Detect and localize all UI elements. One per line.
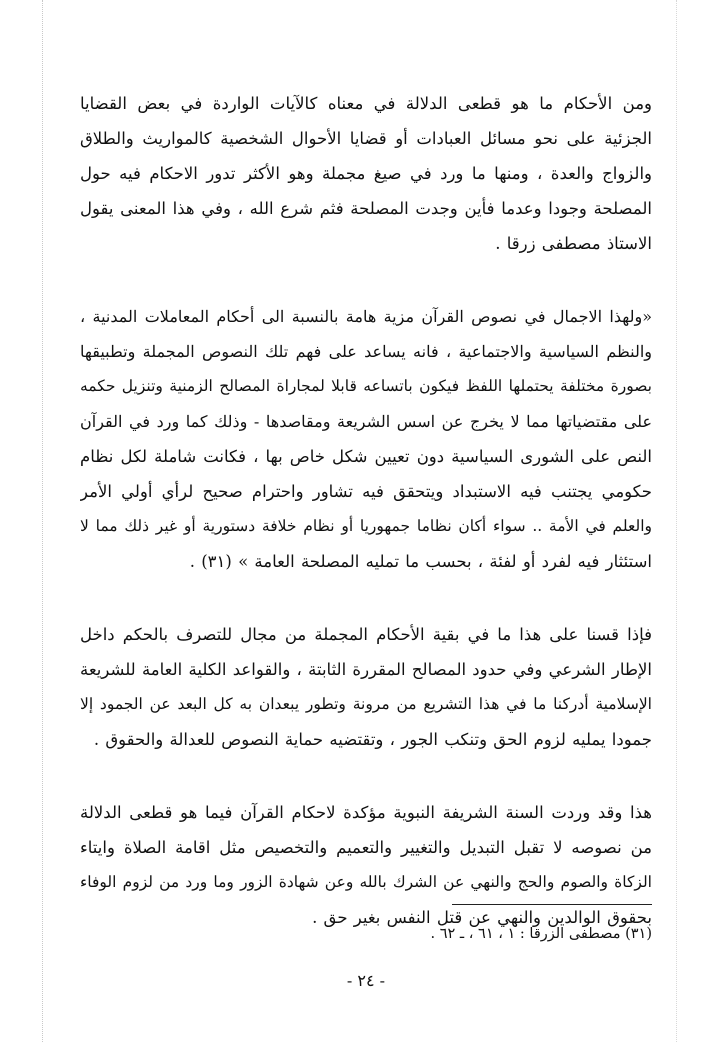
paragraph-line: الإطار الشرعي وفي حدود المصالح المقررة الثابتة ، والقواعد الكلية العامة للشريعة — [80, 660, 652, 679]
paragraph-line: الجزئية على نحو مسائل العبادات أو قضايا الأحوال الشخصية كالمواريث والطلاق — [80, 129, 652, 148]
paragraph-line: والزواج والعدة ، ومنها ما ورد في صيغ مجملة وهو الأكثر تدور الاحكام فيه حول — [80, 164, 652, 183]
scan-edge-line-right — [676, 0, 677, 1042]
paragraph-line: الإسلامية أدركنا ما في هذا التشريع من مرونة وتطور يبعدان به كل البعد عن الجمود إلا — [80, 695, 652, 713]
paragraph-line: جمودا يمليه لزوم الحق وتنكب الجور ، وتقتضيه حماية النصوص للعدالة والحقوق . — [93, 730, 652, 749]
footnote: (٣١) مصطفى الزرقا : ١ ، ٦١ ، ـ ٦٢ . — [430, 926, 652, 942]
paragraph-line: بحقوق الوالدين والنهي عن قتل النفس بغير حق . — [312, 908, 652, 927]
footnote-separator — [452, 904, 652, 905]
page-number: - ٢٤ - — [346, 971, 386, 990]
paragraph-line: والنظم السياسية والاجتماعية ، فانه يساعد على فهم تلك النصوص المجملة وتطبيقها — [80, 342, 652, 361]
paragraph-line: والعلم في الأمة .. سواء أكان نظاما جمهوريا أو نظام خلافة دستورية أو غير ذلك مما لا — [80, 517, 652, 535]
paragraph-line: ومن الأحكام ما هو قطعى الدلالة في معناه كالآيات الواردة في بعض القضايا — [80, 94, 652, 113]
paragraph-line: بصورة مختلفة يحتملها اللفظ فيكون باتساعه قابلا لمجاراة المصالح الزمنية وتنزيل حكمه — [80, 377, 652, 395]
paragraph-line: من نصوصه لا تقبل التبديل والتغيير والتعميم والتخصيص مثل اقامة الصلاة وايتاء — [80, 838, 652, 857]
paragraph-line: فإذا قسنا على هذا ما في بقية الأحكام المجملة من مجال للتصرف بالحكم داخل — [80, 625, 652, 644]
paragraph-3 — [80, 617, 652, 757]
paragraph-line: الزكاة والصوم والحج والنهي عن الشرك بالله وعن شهادة الزور وما ورد من لزوم الوفاء — [80, 873, 652, 891]
paragraph-line: على مقتضياتها مما لا يخرج عن اسس الشريعة ومقاصدها - وذلك كما ورد في القرآن — [80, 412, 652, 431]
paragraph-line: الاستاذ مصطفى زرقا . — [495, 234, 652, 253]
paragraph-line: المصلحة وجودا وعدما فأين وجدت المصلحة فثم شرع الله ، وفي هذا المعنى يقول — [80, 199, 652, 218]
paragraph-line: حكومي يجتنب فيه الاستبداد ويتحقق فيه تشاور واحترام صحيح لرأي أولي الأمر — [80, 482, 652, 501]
paragraph-line: «ولهذا الاجمال في نصوص القرآن مزية هامة بالنسبة الى أحكام المعاملات المدنية ، — [80, 307, 652, 326]
page-body — [80, 86, 652, 990]
paragraph-line: النص على الشورى السياسية دون تعيين شكل خاص بها ، فكانت شاملة لكل نظام — [80, 447, 652, 466]
paragraph-line: هذا وقد وردت السنة الشريفة النبوية مؤكدة لاحكام القرآن فيما هو قطعى الدلالة — [80, 803, 652, 822]
paragraph-2-quote — [80, 299, 652, 579]
paragraph-line: استئثار فيه لفرد أو لفئة ، بحسب ما تمليه المصلحة العامة » (٣١) . — [189, 552, 652, 571]
scan-edge-line-left — [42, 0, 43, 1042]
paragraph-1 — [80, 86, 652, 261]
paragraph-4 — [80, 795, 652, 935]
